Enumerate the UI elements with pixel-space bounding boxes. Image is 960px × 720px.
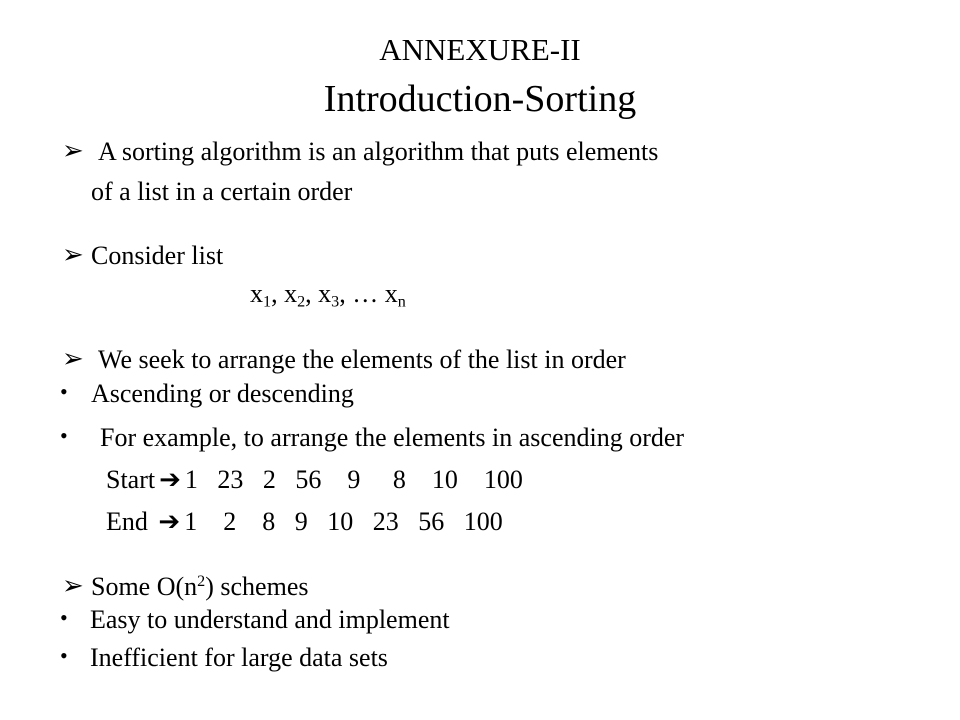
bullet-definition-line2: of a list in a certain order xyxy=(91,177,353,206)
dot-bullet-icon: • xyxy=(60,379,68,404)
sub-bullet-inefficient: Inefficient for large data sets xyxy=(90,643,388,672)
right-arrow-icon: ➔ xyxy=(159,465,181,494)
arrow-bullet-icon: ➢ xyxy=(62,136,84,165)
end-values: 1 2 8 9 10 23 56 100 xyxy=(184,507,503,536)
right-arrow-icon: ➔ xyxy=(158,507,181,536)
slide-title-annexure: ANNEXURE-II xyxy=(379,32,581,67)
start-values: 1 23 2 56 9 8 10 100 xyxy=(184,465,523,494)
list-expression: $x_1$, $x_2$, $x_3$, … $x_n$ xyxy=(250,279,406,311)
arrow-bullet-icon: ➢ xyxy=(62,344,84,373)
arrow-bullet-icon: ➢ xyxy=(62,571,84,600)
dot-bullet-icon: • xyxy=(60,605,68,630)
bullet-arrange: We seek to arrange the elements of the list in order xyxy=(98,345,626,374)
bullet-consider-list: Consider list xyxy=(91,241,224,270)
dot-bullet-icon: • xyxy=(60,423,68,448)
end-sequence: End ➔ 1 2 8 9 10 23 56 100 xyxy=(106,507,503,536)
sub-bullet-example: For example, to arrange the elements in ascending order xyxy=(100,423,685,452)
bullet-definition-line1: A sorting algorithm is an algorithm that puts elements xyxy=(98,137,659,166)
bullet-schemes: Some $O(n^2)$ schemes xyxy=(91,572,309,601)
dot-bullet-icon: • xyxy=(60,643,68,668)
sub-bullet-easy: Easy to understand and implement xyxy=(90,605,450,634)
arrow-bullet-icon: ➢ xyxy=(62,240,84,269)
start-sequence: Start ➔ 1 23 2 56 9 8 10 100 xyxy=(106,465,523,494)
sub-bullet-ascending: Ascending or descending xyxy=(91,379,354,408)
slide-title: Introduction-Sorting xyxy=(323,78,637,120)
